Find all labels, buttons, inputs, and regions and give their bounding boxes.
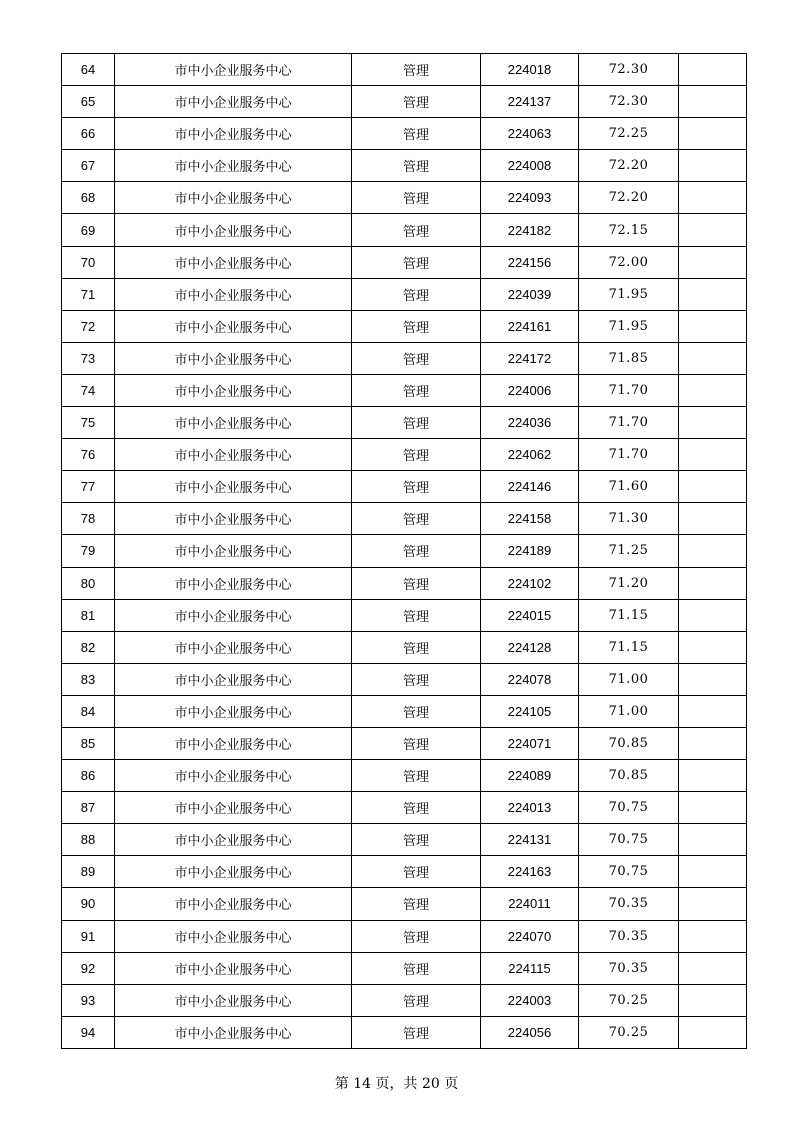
cell-position: 管理 bbox=[352, 567, 481, 599]
cell-unit: 市中小企业服务中心 bbox=[115, 310, 352, 342]
cell-note bbox=[679, 86, 747, 118]
cell-score: 72.20 bbox=[579, 150, 679, 182]
cell-score: 72.15 bbox=[579, 214, 679, 246]
table-row bbox=[62, 599, 747, 631]
cell-unit: 市中小企业服务中心 bbox=[115, 182, 352, 214]
cell-candidate-id: 224089 bbox=[481, 760, 579, 792]
cell-position: 管理 bbox=[352, 182, 481, 214]
cell-candidate-id: 224131 bbox=[481, 824, 579, 856]
cell-position: 管理 bbox=[352, 792, 481, 824]
cell-unit: 市中小企业服务中心 bbox=[115, 695, 352, 727]
cell-position: 管理 bbox=[352, 599, 481, 631]
cell-position: 管理 bbox=[352, 118, 481, 150]
cell-score: 70.85 bbox=[579, 727, 679, 759]
cell-note bbox=[679, 888, 747, 920]
cell-seq: 94 bbox=[62, 1016, 115, 1048]
cell-note bbox=[679, 407, 747, 439]
cell-candidate-id: 224008 bbox=[481, 150, 579, 182]
cell-unit: 市中小企业服务中心 bbox=[115, 888, 352, 920]
cell-note bbox=[679, 182, 747, 214]
cell-unit: 市中小企业服务中心 bbox=[115, 246, 352, 278]
cell-note bbox=[679, 984, 747, 1016]
cell-score: 70.75 bbox=[579, 824, 679, 856]
cell-position: 管理 bbox=[352, 310, 481, 342]
cell-candidate-id: 224172 bbox=[481, 342, 579, 374]
cell-seq: 69 bbox=[62, 214, 115, 246]
cell-score: 72.30 bbox=[579, 54, 679, 86]
cell-unit: 市中小企业服务中心 bbox=[115, 374, 352, 406]
cell-note bbox=[679, 214, 747, 246]
table-row bbox=[62, 888, 747, 920]
cell-seq: 80 bbox=[62, 567, 115, 599]
table-row bbox=[62, 792, 747, 824]
page-footer: 第 14 页，共 20 页 bbox=[334, 1076, 459, 1092]
cell-candidate-id: 224018 bbox=[481, 54, 579, 86]
cell-unit: 市中小企业服务中心 bbox=[115, 567, 352, 599]
cell-candidate-id: 224093 bbox=[481, 182, 579, 214]
table-row bbox=[62, 503, 747, 535]
cell-unit: 市中小企业服务中心 bbox=[115, 856, 352, 888]
cell-note bbox=[679, 567, 747, 599]
cell-note bbox=[679, 727, 747, 759]
cell-score: 71.30 bbox=[579, 503, 679, 535]
cell-score: 71.60 bbox=[579, 471, 679, 503]
cell-seq: 86 bbox=[62, 760, 115, 792]
cell-seq: 72 bbox=[62, 310, 115, 342]
cell-note bbox=[679, 278, 747, 310]
cell-unit: 市中小企业服务中心 bbox=[115, 342, 352, 374]
cell-seq: 77 bbox=[62, 471, 115, 503]
cell-seq: 78 bbox=[62, 503, 115, 535]
cell-unit: 市中小企业服务中心 bbox=[115, 1016, 352, 1048]
cell-candidate-id: 224102 bbox=[481, 567, 579, 599]
cell-seq: 88 bbox=[62, 824, 115, 856]
cell-score: 70.25 bbox=[579, 1016, 679, 1048]
cell-candidate-id: 224070 bbox=[481, 920, 579, 952]
cell-seq: 87 bbox=[62, 792, 115, 824]
cell-position: 管理 bbox=[352, 663, 481, 695]
cell-note bbox=[679, 952, 747, 984]
cell-candidate-id: 224156 bbox=[481, 246, 579, 278]
cell-seq: 90 bbox=[62, 888, 115, 920]
cell-unit: 市中小企业服务中心 bbox=[115, 214, 352, 246]
table-row bbox=[62, 856, 747, 888]
cell-seq: 66 bbox=[62, 118, 115, 150]
cell-score: 71.25 bbox=[579, 535, 679, 567]
cell-score: 71.95 bbox=[579, 310, 679, 342]
cell-note bbox=[679, 118, 747, 150]
cell-candidate-id: 224039 bbox=[481, 278, 579, 310]
cell-score: 72.00 bbox=[579, 246, 679, 278]
cell-score: 71.85 bbox=[579, 342, 679, 374]
table-row bbox=[62, 118, 747, 150]
cell-seq: 73 bbox=[62, 342, 115, 374]
table-row bbox=[62, 54, 747, 86]
cell-candidate-id: 224105 bbox=[481, 695, 579, 727]
cell-score: 71.20 bbox=[579, 567, 679, 599]
cell-note bbox=[679, 54, 747, 86]
cell-position: 管理 bbox=[352, 407, 481, 439]
cell-candidate-id: 224036 bbox=[481, 407, 579, 439]
cell-seq: 91 bbox=[62, 920, 115, 952]
cell-candidate-id: 224163 bbox=[481, 856, 579, 888]
table-row bbox=[62, 86, 747, 118]
cell-seq: 70 bbox=[62, 246, 115, 278]
cell-seq: 68 bbox=[62, 182, 115, 214]
cell-seq: 83 bbox=[62, 663, 115, 695]
cell-score: 71.70 bbox=[579, 374, 679, 406]
cell-score: 71.70 bbox=[579, 407, 679, 439]
cell-note bbox=[679, 856, 747, 888]
cell-note bbox=[679, 920, 747, 952]
cell-note bbox=[679, 471, 747, 503]
cell-candidate-id: 224137 bbox=[481, 86, 579, 118]
cell-note bbox=[679, 824, 747, 856]
cell-position: 管理 bbox=[352, 727, 481, 759]
table-row bbox=[62, 727, 747, 759]
cell-score: 72.30 bbox=[579, 86, 679, 118]
cell-score: 72.25 bbox=[579, 118, 679, 150]
cell-position: 管理 bbox=[352, 1016, 481, 1048]
cell-candidate-id: 224011 bbox=[481, 888, 579, 920]
cell-unit: 市中小企业服务中心 bbox=[115, 984, 352, 1016]
cell-seq: 81 bbox=[62, 599, 115, 631]
cell-position: 管理 bbox=[352, 888, 481, 920]
cell-score: 70.35 bbox=[579, 920, 679, 952]
cell-score: 70.85 bbox=[579, 760, 679, 792]
cell-candidate-id: 224182 bbox=[481, 214, 579, 246]
results-table bbox=[61, 53, 747, 1049]
cell-unit: 市中小企业服务中心 bbox=[115, 727, 352, 759]
cell-score: 70.75 bbox=[579, 792, 679, 824]
cell-note bbox=[679, 310, 747, 342]
cell-seq: 76 bbox=[62, 439, 115, 471]
table-row bbox=[62, 952, 747, 984]
cell-candidate-id: 224006 bbox=[481, 374, 579, 406]
cell-unit: 市中小企业服务中心 bbox=[115, 631, 352, 663]
cell-position: 管理 bbox=[352, 920, 481, 952]
cell-candidate-id: 224003 bbox=[481, 984, 579, 1016]
cell-unit: 市中小企业服务中心 bbox=[115, 663, 352, 695]
table-body bbox=[62, 54, 747, 1049]
cell-unit: 市中小企业服务中心 bbox=[115, 150, 352, 182]
cell-position: 管理 bbox=[352, 856, 481, 888]
cell-candidate-id: 224189 bbox=[481, 535, 579, 567]
cell-position: 管理 bbox=[352, 278, 481, 310]
cell-position: 管理 bbox=[352, 503, 481, 535]
table-row bbox=[62, 824, 747, 856]
cell-score: 71.00 bbox=[579, 695, 679, 727]
cell-position: 管理 bbox=[352, 86, 481, 118]
table-row bbox=[62, 150, 747, 182]
cell-unit: 市中小企业服务中心 bbox=[115, 535, 352, 567]
cell-candidate-id: 224158 bbox=[481, 503, 579, 535]
cell-note bbox=[679, 342, 747, 374]
cell-unit: 市中小企业服务中心 bbox=[115, 599, 352, 631]
table-row bbox=[62, 246, 747, 278]
cell-score: 71.00 bbox=[579, 663, 679, 695]
table-row bbox=[62, 214, 747, 246]
table-row bbox=[62, 631, 747, 663]
cell-unit: 市中小企业服务中心 bbox=[115, 278, 352, 310]
cell-note bbox=[679, 695, 747, 727]
cell-unit: 市中小企业服务中心 bbox=[115, 439, 352, 471]
cell-position: 管理 bbox=[352, 952, 481, 984]
table-row bbox=[62, 310, 747, 342]
table-row bbox=[62, 471, 747, 503]
cell-candidate-id: 224063 bbox=[481, 118, 579, 150]
cell-seq: 74 bbox=[62, 374, 115, 406]
cell-note bbox=[679, 631, 747, 663]
cell-unit: 市中小企业服务中心 bbox=[115, 920, 352, 952]
cell-seq: 65 bbox=[62, 86, 115, 118]
cell-candidate-id: 224071 bbox=[481, 727, 579, 759]
cell-unit: 市中小企业服务中心 bbox=[115, 824, 352, 856]
cell-candidate-id: 224062 bbox=[481, 439, 579, 471]
cell-seq: 64 bbox=[62, 54, 115, 86]
cell-candidate-id: 224161 bbox=[481, 310, 579, 342]
cell-score: 71.15 bbox=[579, 631, 679, 663]
cell-unit: 市中小企业服务中心 bbox=[115, 118, 352, 150]
cell-seq: 93 bbox=[62, 984, 115, 1016]
cell-note bbox=[679, 792, 747, 824]
cell-note bbox=[679, 150, 747, 182]
cell-score: 72.20 bbox=[579, 182, 679, 214]
cell-candidate-id: 224146 bbox=[481, 471, 579, 503]
table-row bbox=[62, 342, 747, 374]
cell-candidate-id: 224015 bbox=[481, 599, 579, 631]
cell-candidate-id: 224115 bbox=[481, 952, 579, 984]
cell-position: 管理 bbox=[352, 214, 481, 246]
cell-unit: 市中小企业服务中心 bbox=[115, 407, 352, 439]
table-row bbox=[62, 407, 747, 439]
table-row bbox=[62, 278, 747, 310]
cell-candidate-id: 224056 bbox=[481, 1016, 579, 1048]
cell-seq: 84 bbox=[62, 695, 115, 727]
cell-score: 71.15 bbox=[579, 599, 679, 631]
cell-unit: 市中小企业服务中心 bbox=[115, 503, 352, 535]
table-row bbox=[62, 374, 747, 406]
cell-candidate-id: 224013 bbox=[481, 792, 579, 824]
cell-position: 管理 bbox=[352, 439, 481, 471]
cell-score: 71.70 bbox=[579, 439, 679, 471]
cell-unit: 市中小企业服务中心 bbox=[115, 760, 352, 792]
cell-note bbox=[679, 599, 747, 631]
cell-unit: 市中小企业服务中心 bbox=[115, 86, 352, 118]
cell-candidate-id: 224078 bbox=[481, 663, 579, 695]
cell-position: 管理 bbox=[352, 535, 481, 567]
cell-position: 管理 bbox=[352, 824, 481, 856]
cell-position: 管理 bbox=[352, 471, 481, 503]
cell-note bbox=[679, 439, 747, 471]
cell-seq: 85 bbox=[62, 727, 115, 759]
cell-seq: 75 bbox=[62, 407, 115, 439]
cell-seq: 92 bbox=[62, 952, 115, 984]
cell-position: 管理 bbox=[352, 760, 481, 792]
cell-position: 管理 bbox=[352, 374, 481, 406]
cell-position: 管理 bbox=[352, 150, 481, 182]
cell-note bbox=[679, 246, 747, 278]
cell-position: 管理 bbox=[352, 984, 481, 1016]
cell-seq: 67 bbox=[62, 150, 115, 182]
cell-position: 管理 bbox=[352, 695, 481, 727]
cell-note bbox=[679, 663, 747, 695]
cell-note bbox=[679, 503, 747, 535]
cell-unit: 市中小企业服务中心 bbox=[115, 54, 352, 86]
cell-note bbox=[679, 535, 747, 567]
cell-score: 71.95 bbox=[579, 278, 679, 310]
cell-score: 70.35 bbox=[579, 952, 679, 984]
cell-seq: 82 bbox=[62, 631, 115, 663]
table-row bbox=[62, 663, 747, 695]
cell-note bbox=[679, 1016, 747, 1048]
cell-note bbox=[679, 374, 747, 406]
cell-seq: 71 bbox=[62, 278, 115, 310]
table-row bbox=[62, 439, 747, 471]
table-row bbox=[62, 567, 747, 599]
cell-position: 管理 bbox=[352, 631, 481, 663]
table-row bbox=[62, 695, 747, 727]
cell-score: 70.35 bbox=[579, 888, 679, 920]
table-row bbox=[62, 760, 747, 792]
cell-seq: 79 bbox=[62, 535, 115, 567]
cell-unit: 市中小企业服务中心 bbox=[115, 792, 352, 824]
cell-position: 管理 bbox=[352, 246, 481, 278]
cell-position: 管理 bbox=[352, 342, 481, 374]
cell-score: 70.25 bbox=[579, 984, 679, 1016]
cell-candidate-id: 224128 bbox=[481, 631, 579, 663]
cell-unit: 市中小企业服务中心 bbox=[115, 952, 352, 984]
cell-note bbox=[679, 760, 747, 792]
table-row bbox=[62, 984, 747, 1016]
table-row bbox=[62, 920, 747, 952]
table-row bbox=[62, 535, 747, 567]
cell-position: 管理 bbox=[352, 54, 481, 86]
table-row bbox=[62, 182, 747, 214]
cell-score: 70.75 bbox=[579, 856, 679, 888]
table-row bbox=[62, 1016, 747, 1048]
cell-seq: 89 bbox=[62, 856, 115, 888]
cell-unit: 市中小企业服务中心 bbox=[115, 471, 352, 503]
